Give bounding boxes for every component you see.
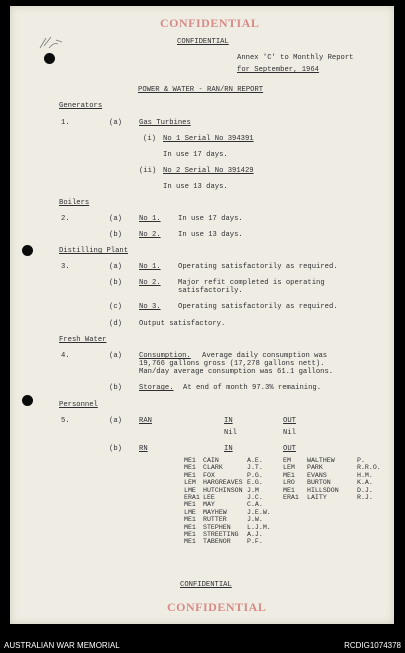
distiller-c-sub: (c)	[109, 303, 122, 311]
storage-text: At end of month 97.3% remaining.	[183, 384, 322, 392]
storage-label: Storage.	[139, 384, 174, 392]
ran-label: RAN	[139, 417, 152, 425]
table-row: ME1 MAY C.A.	[184, 501, 263, 509]
distiller-b-text-2: satisfactorily.	[178, 287, 243, 295]
distiller-a-name: No 1.	[139, 263, 161, 271]
consumption-sub: (a)	[109, 352, 122, 360]
report-title: POWER & WATER - RAN/RN REPORT	[138, 86, 264, 94]
ran-out-header: OUT	[283, 417, 296, 425]
classification-footer: CONFIDENTIAL	[180, 581, 232, 589]
rn-in-header: IN	[224, 445, 233, 453]
consumption-line-2: 19,766 gallons gross (17,278 gallons nett).	[139, 360, 325, 368]
annex-line-2: for September, 1964	[237, 66, 319, 74]
turbine-2-use: In use 13 days.	[163, 183, 228, 191]
confidential-stamp-bottom: CONFIDENTIAL	[167, 600, 267, 614]
consumption-label: Consumption.	[139, 352, 191, 360]
ran-in-value: Nil	[224, 429, 237, 437]
table-row: ME1 STREETING A.J.	[184, 530, 263, 538]
table-row: LME MAYHEW J.E.W.	[184, 508, 271, 516]
distiller-c-name: No 3.	[139, 303, 161, 311]
boiler-1-name: No 1.	[139, 215, 161, 223]
ran-out-value: Nil	[283, 429, 296, 437]
boiler-2-sub: (b)	[109, 231, 122, 239]
distilling-heading: Distilling Plant	[59, 247, 129, 255]
ran-sub: (a)	[109, 417, 122, 425]
caption-id: RCDIG1074378	[344, 641, 401, 650]
boilers-heading: Boilers	[59, 199, 90, 207]
rn-sub: (b)	[109, 445, 122, 453]
rn-out-header: OUT	[283, 445, 296, 453]
punch-hole	[44, 53, 55, 64]
turbine-2-name: No 2 Serial No 391429	[163, 167, 254, 175]
table-row: ME1 STEPHEN L.J.M.	[184, 523, 271, 531]
boiler-1-sub: (a)	[109, 215, 122, 223]
turbine-2-mark: (ii)	[139, 167, 157, 175]
boiler-2-name: No 2.	[139, 231, 161, 239]
consumption-line-1: Average daily consumption was	[202, 352, 328, 360]
gas-turbines-label: Gas Turbines	[139, 119, 191, 127]
boiler-2-text: In use 13 days.	[178, 231, 243, 239]
distiller-c-text: Operating satisfactorily as required.	[178, 303, 338, 311]
distiller-a-sub: (a)	[109, 263, 122, 271]
turbine-1-mark: (i)	[143, 135, 156, 143]
annex-line-1: Annex 'C' to Monthly Report	[237, 54, 354, 62]
table-row: ME1 RUTTER J.W.	[184, 516, 263, 524]
generators-num: 1.	[61, 119, 70, 127]
ran-in-header: IN	[224, 417, 233, 425]
classification-header: CONFIDENTIAL	[177, 38, 229, 46]
distiller-d-text: Output satisfactory.	[139, 320, 226, 328]
table-row: LEM HARGREAVES E.G. LRO BURTON K.A.	[184, 479, 373, 487]
personnel-heading: Personnel	[59, 401, 98, 409]
table-row: ME1 CLARK J.T. LEM PARK R.R.O.	[184, 464, 381, 472]
boiler-1-text: In use 17 days.	[178, 215, 243, 223]
distiller-a-text: Operating satisfactorily as required.	[178, 263, 338, 271]
punch-hole	[22, 395, 33, 406]
table-row: LME HUTCHINSON J.M ME1 HILLSDON D.J.	[184, 486, 373, 494]
boilers-num: 2.	[61, 215, 70, 223]
fresh-water-num: 4.	[61, 352, 70, 360]
personnel-num: 5.	[61, 417, 70, 425]
punch-hole	[22, 245, 33, 256]
turbine-1-name: No 1 Serial No 394391	[163, 135, 254, 143]
table-row: ME1 TABENOR P.F.	[184, 538, 263, 546]
storage-sub: (b)	[109, 384, 122, 392]
confidential-stamp-top: CONFIDENTIAL	[160, 16, 260, 30]
table-row: ERA1 LEE J.C. ERA1 LAITY R.J.	[184, 493, 373, 501]
caption-source: AUSTRALIAN WAR MEMORIAL	[4, 641, 120, 650]
distiller-b-sub: (b)	[109, 279, 122, 287]
generators-sub: (a)	[109, 119, 122, 127]
generators-heading: Generators	[59, 102, 103, 110]
rn-label: RN	[139, 445, 148, 453]
fresh-water-heading: Fresh Water	[59, 336, 107, 344]
pencil-scribble	[38, 34, 64, 52]
distiller-d-sub: (d)	[109, 320, 122, 328]
distilling-num: 3.	[61, 263, 70, 271]
consumption-line-3: Man/day average consumption was 61.1 gallons.	[139, 368, 334, 376]
table-row: ME1 FOX P.G. ME1 EVANS H.M.	[184, 471, 373, 479]
rn-personnel-table	[184, 457, 389, 546]
distiller-b-text-1: Major refit completed is operating	[178, 279, 325, 287]
turbine-1-use: In use 17 days.	[163, 151, 228, 159]
table-row: ME1 CAIN A.E. EM WALTHEW P.	[184, 457, 365, 464]
distiller-b-name: No 2.	[139, 279, 161, 287]
